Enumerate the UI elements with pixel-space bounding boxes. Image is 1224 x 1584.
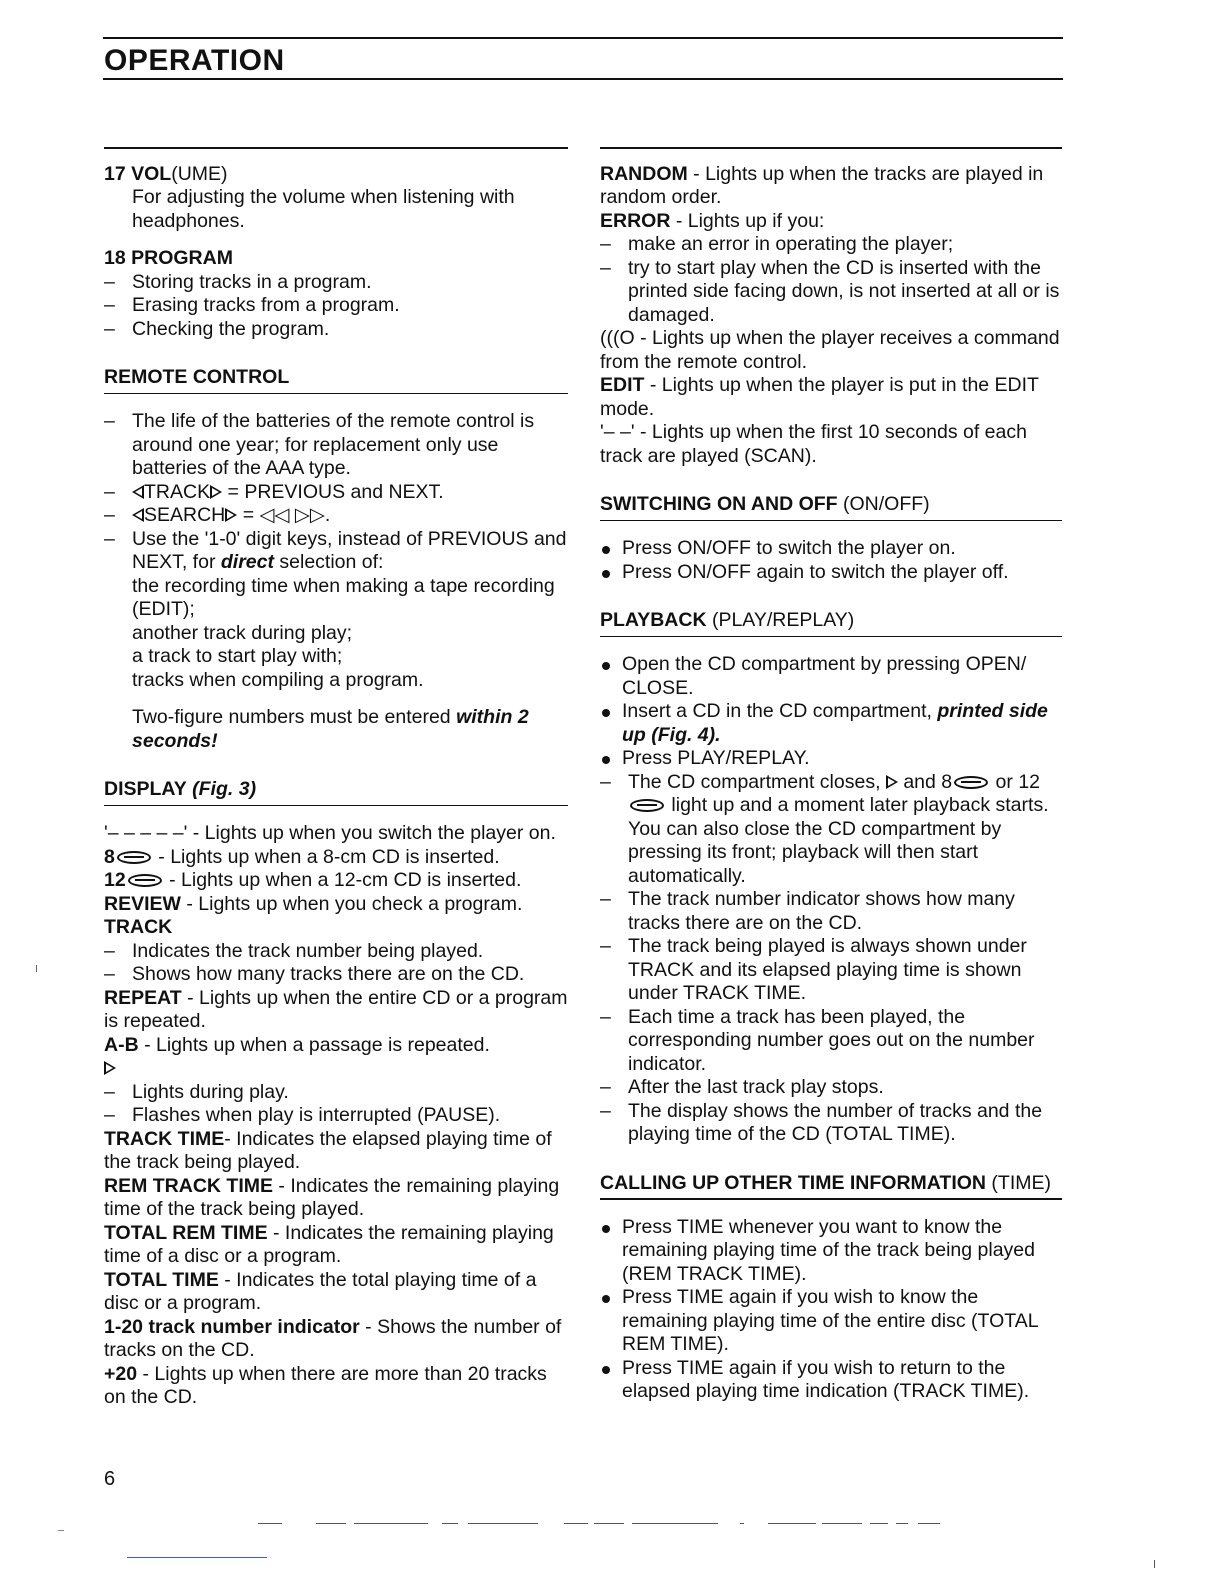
scan-artifact-line <box>228 1523 948 1529</box>
disc-icon <box>128 874 162 887</box>
disc-icon <box>954 776 988 789</box>
skip-arrows-glyph: ◁◁ ▷▷. <box>259 504 331 526</box>
remote-item-batteries: – The life of the batteries of the remote control is around one year; for replacement only use batteries of the AAA type. <box>104 410 568 481</box>
section-rule <box>104 805 568 807</box>
section-rule <box>600 1198 1062 1200</box>
playback-step: Open the CD compartment by pressing OPEN/ CLOSE. <box>600 653 1062 700</box>
section-rule <box>104 393 568 395</box>
display-item-random: RANDOM - Lights up when the tracks are played in random order. <box>600 162 1044 208</box>
remote-item-digit-keys: – Use the '1-0' digit keys, instead of PREVIOUS and NEXT, for direct selection of: <box>104 528 568 575</box>
play-symbol-item: – Flashes when play is interrupted (PAUSE). <box>104 1104 568 1128</box>
disc-icon <box>117 851 151 864</box>
two-figure-note: Two-figure numbers must be entered within 2 seconds! <box>132 706 529 752</box>
vol-title: 17 VOL(UME) <box>104 162 228 185</box>
header-top-rule <box>103 37 1063 39</box>
switching-heading: SWITCHING ON AND OFF (ON/OFF) <box>600 493 930 515</box>
display-item-review: REVIEW - Lights up when you check a program. <box>104 892 523 915</box>
search-back-icon <box>132 508 144 522</box>
play-symbol-item: – Lights during play. <box>104 1081 568 1105</box>
vol-description: For adjusting the volume when listening with headphones. <box>132 186 515 232</box>
disc-icon <box>630 799 664 812</box>
display-item-scan: '– –' - Lights up when the first 10 seconds of each track are played (SCAN). <box>600 421 1027 467</box>
display-item-track-title: TRACK <box>104 916 173 938</box>
display-item-total-rem-time: TOTAL REM TIME - Indicates the remaining playing time of a disc or a program. <box>104 1221 554 1267</box>
display-item-ab: A-B - Lights up when a passage is repeated. <box>104 1033 490 1056</box>
section-rule <box>600 520 1062 522</box>
playback-heading: PLAYBACK (PLAY/REPLAY) <box>600 609 855 631</box>
error-item: – try to start play when the CD is inserted with the printed side facing down, is not inserted at all or is damaged. <box>600 257 1062 328</box>
display-item-play-symbol <box>104 1057 568 1081</box>
display-item-track-indicator: 1-20 track number indicator - Shows the number of tracks on the CD. <box>104 1315 562 1361</box>
display-item-rem-track-time: REM TRACK TIME - Indicates the remaining playing time of the track being played. <box>104 1174 560 1220</box>
right-column <box>600 147 1062 1404</box>
playback-step: Press PLAY/REPLAY. <box>600 747 1062 771</box>
digit-key-use: the recording time when making a tape recording (EDIT); <box>132 574 555 620</box>
page-title: OPERATION <box>104 44 285 77</box>
display-item-total-time: TOTAL TIME - Indicates the total playing time of a disc or a program. <box>104 1268 537 1314</box>
onoff-item: Press ON/OFF to switch the player on. <box>600 537 1062 561</box>
playback-note: – The CD compartment closes, and 8 or 12 light up and a moment later playback starts. <box>600 771 1062 818</box>
column-top-rule <box>104 147 568 149</box>
digit-key-use: a track to start play with; <box>132 645 343 667</box>
time-info-item: Press TIME again if you wish to return to the elapsed playing time indication (TRACK TIME). <box>600 1357 1062 1404</box>
time-info-heading: CALLING UP OTHER TIME INFORMATION (TIME) <box>600 1171 1051 1194</box>
remote-control-heading: REMOTE CONTROL <box>104 366 290 388</box>
time-info-item: Press TIME again if you wish to know the remaining playing time of the entire disc (TOTAL REM TIME). <box>600 1286 1062 1357</box>
display-item-error: ERROR - Lights up if you: <box>600 209 825 232</box>
display-item-8cm: 8 - Lights up when a 8-cm CD is inserted. <box>104 845 500 868</box>
header-bottom-rule <box>103 78 1063 80</box>
playback-note: – Each time a track has been played, the corresponding number goes out on the number indicator. <box>600 1006 1062 1077</box>
playback-note-extra: You can also close the CD compartment by pressing its front; playback will then start automatically. <box>628 817 1002 887</box>
program-item: – Storing tracks in a program. <box>104 271 568 295</box>
search-forward-icon <box>225 508 237 522</box>
digit-key-use: tracks when compiling a program. <box>132 668 424 691</box>
onoff-item: Press ON/OFF again to switch the player off. <box>600 561 1062 585</box>
previous-icon <box>132 485 144 499</box>
display-item-dashes: '– – – – –' - Lights up when you switch the player on. <box>104 822 556 844</box>
play-icon <box>886 775 898 789</box>
display-heading: DISPLAY (Fig. 3) <box>104 778 257 800</box>
program-item: – Erasing tracks from a program. <box>104 294 568 318</box>
display-item-track-time: TRACK TIME- Indicates the elapsed playing time of the track being played. <box>104 1127 552 1173</box>
display-item-plus-20: +20 - Lights up when there are more than 20 tracks on the CD. <box>104 1362 547 1408</box>
playback-note: – The track being played is always shown under TRACK and its elapsed playing time is shown under TRACK TIME. <box>600 935 1062 1006</box>
digit-key-use: another track during play; <box>132 621 353 644</box>
scan-speck <box>36 965 37 972</box>
left-column <box>104 147 568 1410</box>
track-item: – Shows how many tracks there are on the CD. <box>104 963 568 987</box>
program-title: 18 PROGRAM <box>104 247 233 269</box>
bottom-rule <box>127 1557 267 1558</box>
display-item-remote-signal: (((O - Lights up when the player receives a command from the remote control. <box>600 327 1060 373</box>
display-item-repeat: REPEAT - Lights up when the entire CD or a program is repeated. <box>104 986 568 1032</box>
column-top-rule <box>600 147 1062 149</box>
page-number: 6 <box>104 1468 116 1490</box>
display-item-edit: EDIT - Lights up when the player is put in the EDIT mode. <box>600 374 1039 420</box>
scan-speck <box>58 1530 64 1531</box>
next-icon <box>210 485 222 499</box>
remote-signal-icon: (((O <box>600 327 635 349</box>
remote-item-track-keys: – TRACK = PREVIOUS and NEXT. <box>104 481 568 505</box>
display-item-12cm: 12 - Lights up when a 12-cm CD is inserted. <box>104 869 522 891</box>
play-icon <box>104 1061 116 1075</box>
program-item: – Checking the program. <box>104 318 568 342</box>
section-rule <box>600 636 1062 638</box>
scan-speck <box>1154 1560 1155 1568</box>
playback-note: – The display shows the number of tracks and the playing time of the CD (TOTAL TIME). <box>600 1100 1062 1147</box>
playback-step: Insert a CD in the CD compartment, printed side up (Fig. 4). <box>600 700 1062 747</box>
error-item: – make an error in operating the player; <box>600 233 1062 257</box>
time-info-item: Press TIME whenever you want to know the remaining playing time of the track being played (REM TRACK TIME). <box>600 1216 1062 1287</box>
playback-note: – The track number indicator shows how many tracks there are on the CD. <box>600 888 1062 935</box>
track-item: – Indicates the track number being played. <box>104 940 568 964</box>
playback-note: – After the last track play stops. <box>600 1076 1062 1100</box>
remote-item-search-keys: – SEARCH = ◁◁ ▷▷. <box>104 504 568 528</box>
